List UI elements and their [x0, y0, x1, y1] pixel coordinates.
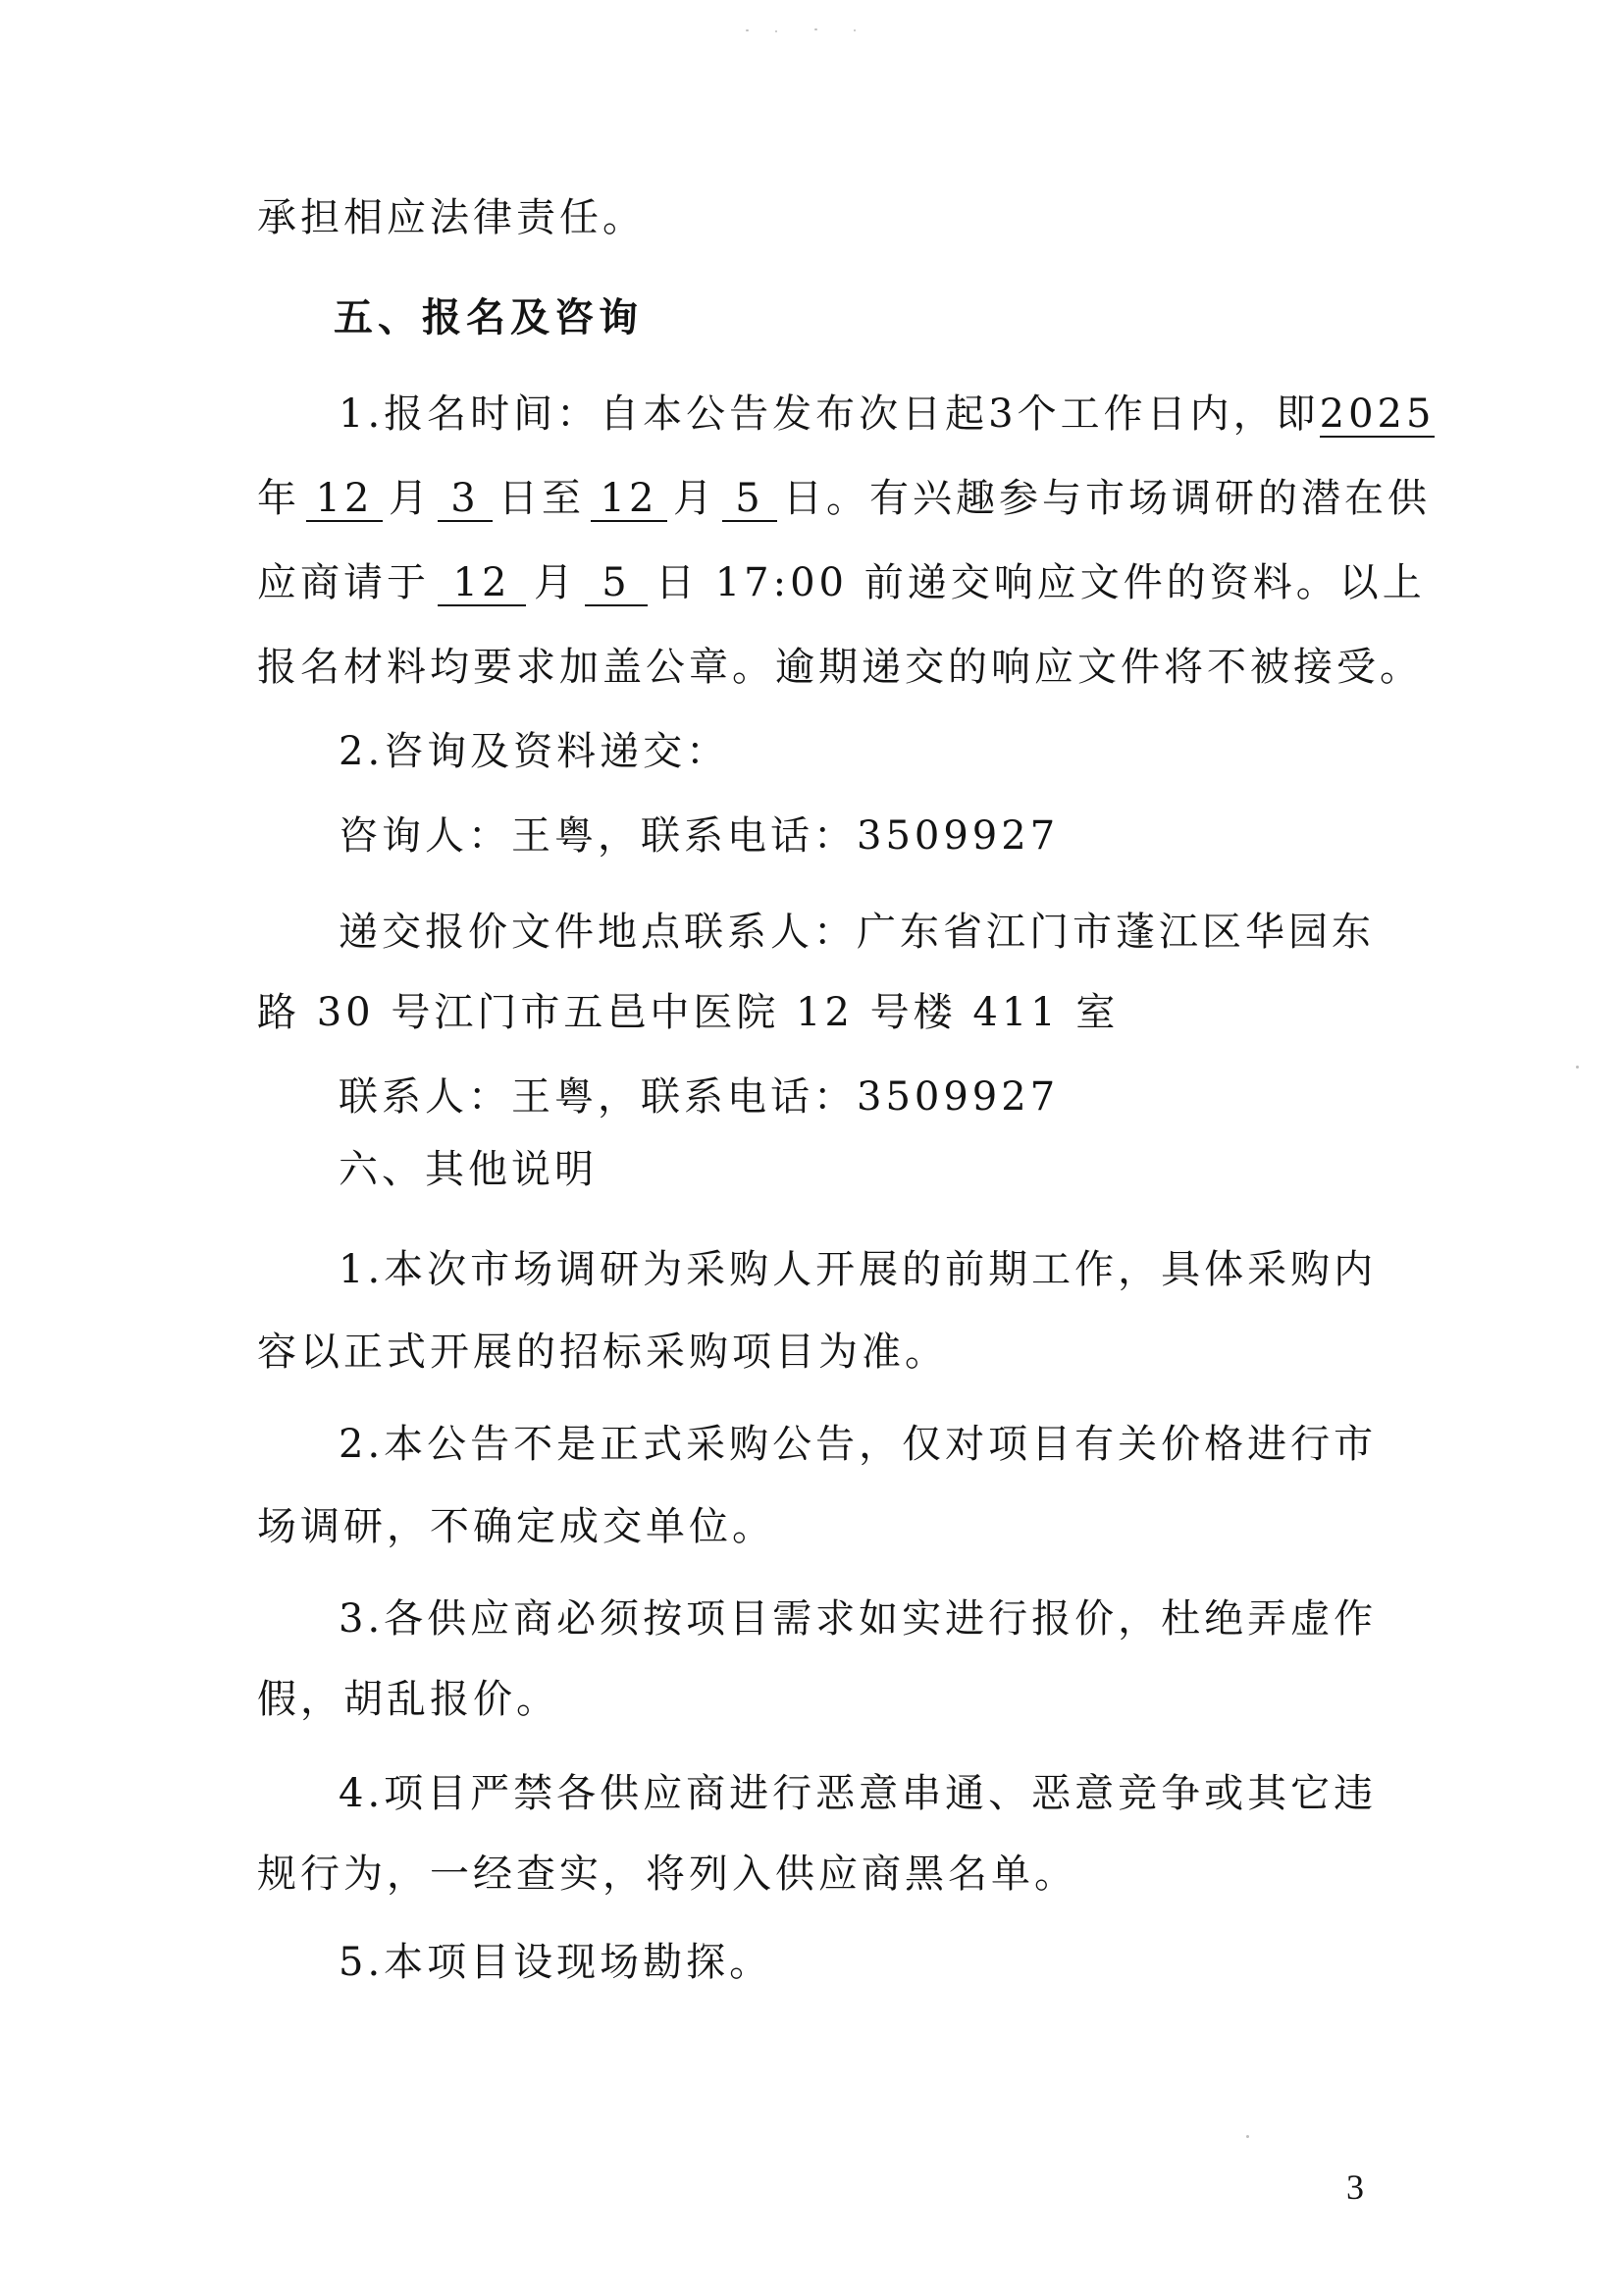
section-heading-other: 六、其他说明 — [339, 1147, 598, 1192]
year-char: 年 — [257, 476, 300, 521]
start-day-underlined: 3 — [438, 477, 493, 522]
scan-speck — [746, 29, 749, 31]
text-line-dates — [257, 473, 1431, 524]
year-underlined: 2025 — [1319, 391, 1436, 437]
text-line-note-4b: 规行为，一经查实，将列入供应商黑名单。 — [257, 1852, 1077, 1897]
end-month-underlined: 12 — [591, 477, 667, 522]
deadline-month-underlined: 12 — [438, 561, 526, 606]
month-char-3: 月 — [534, 560, 577, 605]
text-line-note-3b: 假，胡乱报价。 — [257, 1677, 559, 1722]
scan-speck — [1246, 2135, 1249, 2138]
supplier-please-text: 应商请于 — [257, 560, 430, 605]
text-line-1: 承担相应法律责任。 — [257, 195, 646, 240]
section-heading-registration: 五、报名及咨询 — [334, 295, 643, 340]
scan-speck — [814, 28, 817, 30]
text-line-address-2: 路 30 号江门市五邑中医院 12 号楼 411 室 — [257, 990, 1120, 1035]
text-line-registration-time — [339, 389, 1435, 440]
text-line-note-3a: 3.各供应商必须按项目需求如实进行报价，杜绝弄虚作 — [339, 1596, 1378, 1642]
day-to-text: 日至 — [498, 476, 585, 521]
deadline-day-underlined: 5 — [585, 561, 648, 606]
text-line-note-4a: 4.项目严禁各供应商进行恶意串通、恶意竞争或其它违 — [339, 1771, 1378, 1816]
text-line-note-2a: 2.本公告不是正式采购公告，仅对项目有关价格进行市 — [339, 1422, 1378, 1467]
text-line-consult-heading: 2.咨询及资料递交： — [339, 729, 730, 774]
month-char-1: 月 — [389, 476, 432, 521]
text-line-note-1a: 1.本次市场调研为采购人开展的前期工作，具体采购内 — [339, 1247, 1378, 1292]
text-line-note-2b: 场调研，不确定成交单位。 — [257, 1504, 775, 1549]
registration-time-text: 1.报名时间：自本公告发布次日起3个工作日内，即 — [339, 391, 1320, 437]
text-line-note-1b: 容以正式开展的招标采购项目为准。 — [257, 1330, 948, 1375]
month-char-2: 月 — [673, 476, 716, 521]
scan-speck — [1576, 1066, 1579, 1069]
text-line-contact: 联系人：王粤，联系电话：3509927 — [339, 1074, 1060, 1120]
text-line-seal-requirement: 报名材料均要求加盖公章。逾期递交的响应文件将不被接受。 — [257, 645, 1423, 690]
start-month-underlined: 12 — [306, 477, 383, 522]
text-line-note-5: 5.本项目设现场勘探。 — [339, 1940, 773, 1985]
deadline-rest-text: 日 17:00 前递交响应文件的资料。以上 — [655, 560, 1426, 605]
text-line-deadline — [257, 557, 1426, 608]
scan-speck — [854, 29, 856, 31]
end-day-underlined: 5 — [722, 477, 777, 522]
page-number: 3 — [1346, 2167, 1364, 2207]
interest-text: 日。有兴趣参与市场调研的潜在供 — [783, 476, 1431, 521]
text-line-address-1: 递交报价文件地点联系人：广东省江门市蓬江区华园东 — [339, 910, 1375, 955]
scan-speck — [775, 30, 777, 32]
text-line-consultant: 咨询人：王粤，联系电话：3509927 — [339, 813, 1060, 859]
